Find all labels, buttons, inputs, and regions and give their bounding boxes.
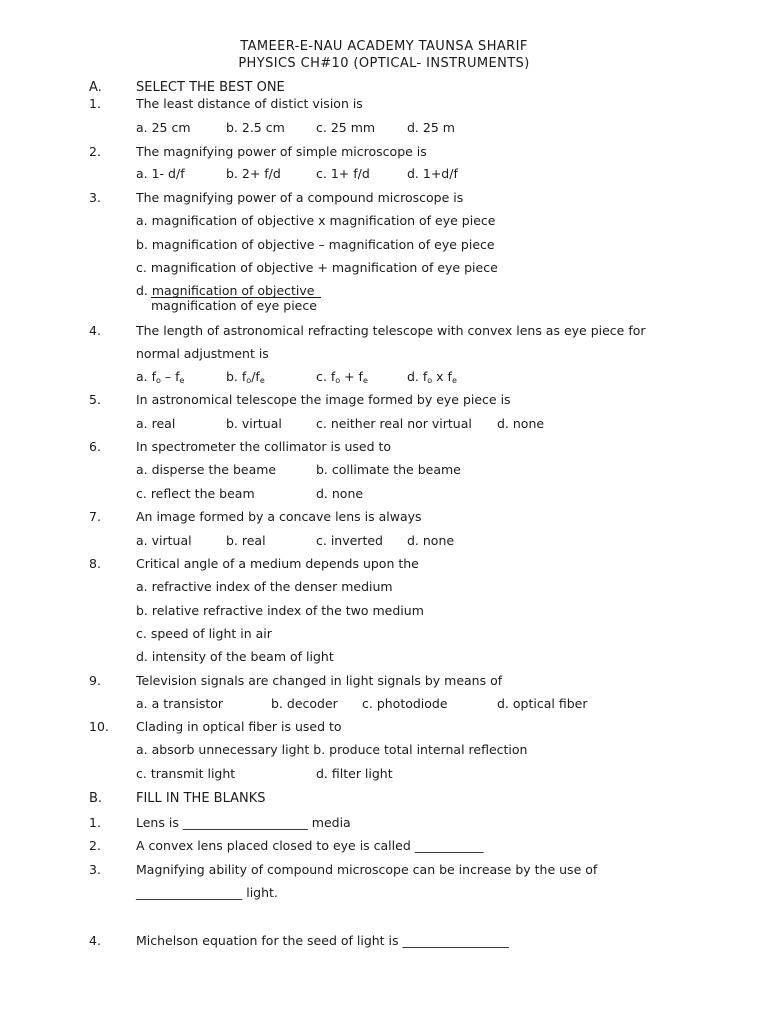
option: d. optical fiber	[497, 696, 588, 711]
option: b. 2+ f/d	[226, 166, 281, 181]
option: a. refractive index of the denser medium	[136, 579, 393, 594]
question-number: 3.	[89, 190, 101, 205]
question-text: An image formed by a concave lens is always	[136, 509, 422, 524]
question-text: Television signals are changed in light signals by means of	[136, 673, 503, 688]
option: b. decoder	[271, 696, 338, 711]
blank-question-text: Magnifying ability of compound microscope can be increase by the use of	[136, 862, 598, 877]
option: a. a transistor	[136, 696, 224, 711]
option: a. virtual	[136, 533, 192, 548]
option: d. intensity of the beam of light	[136, 649, 334, 664]
option: a. 25 cm	[136, 120, 191, 135]
option: d. none	[316, 486, 364, 501]
option: c. 25 mm	[316, 120, 376, 135]
section-b-letter: B.	[89, 791, 103, 806]
question-text: The magnifying power of a compound microscope is	[136, 190, 464, 205]
option: b. real	[226, 533, 266, 548]
option: d. none	[497, 416, 545, 431]
blank-question-number: 4.	[89, 933, 101, 948]
blank-question-text-continued: _________________ light.	[136, 885, 278, 900]
question-number: 10.	[89, 719, 109, 734]
option: a. absorb unnecessary light b. produce total internal reflection	[136, 742, 528, 757]
section-b-title: FILL IN THE BLANKS	[136, 791, 266, 806]
option: a. $f_o - f_e$	[136, 369, 185, 385]
blank-question-number: 3.	[89, 862, 101, 877]
option: a. 1- d/f	[136, 166, 185, 181]
question-text: The least distance of distict vision is	[136, 96, 363, 111]
option: d. $f_o$ x $f_e$	[407, 369, 457, 385]
option: c. reflect the beam	[136, 486, 255, 501]
question-number: 7.	[89, 509, 101, 524]
section-a-letter: A.	[89, 80, 102, 95]
option: c. neither real nor virtual	[316, 416, 472, 431]
question-number: 4.	[89, 323, 101, 338]
fraction-bar	[151, 297, 321, 298]
option-fraction-numerator: d. magnification of objective	[136, 283, 315, 298]
option: c. $f_o + f_e$	[316, 369, 368, 385]
option: b. collimate the beame	[316, 462, 461, 477]
blank-question-number: 1.	[89, 815, 101, 830]
question-number: 9.	[89, 673, 101, 688]
question-text-continued: normal adjustment is	[136, 346, 269, 361]
option: b. relative refractive index of the two medium	[136, 603, 424, 618]
question-number: 6.	[89, 439, 101, 454]
option: a. real	[136, 416, 176, 431]
option: c. inverted	[316, 533, 383, 548]
option: d. filter light	[316, 766, 393, 781]
question-number: 5.	[89, 392, 101, 407]
option: b. 2.5 cm	[226, 120, 285, 135]
option: c. magnification of objective + magnification of eye piece	[136, 260, 498, 275]
blank-question-text: Michelson equation for the seed of light is _________________	[136, 933, 509, 948]
option: c. photodiode	[362, 696, 448, 711]
option: b. magnification of objective – magnification of eye piece	[136, 237, 495, 252]
question-text: In spectrometer the collimator is used to	[136, 439, 392, 454]
paper-subject: PHYSICS CH#10 (OPTICAL- INSTRUMENTS)	[238, 56, 530, 71]
option: d. 25 m	[407, 120, 455, 135]
option: b. $f_o/f_e$	[226, 369, 265, 385]
question-number: 8.	[89, 556, 101, 571]
option: a. disperse the beame	[136, 462, 277, 477]
option: d. 1+d/f	[407, 166, 458, 181]
option: c. transmit light	[136, 766, 236, 781]
question-text: Critical angle of a medium depends upon the	[136, 556, 419, 571]
question-text: The magnifying power of simple microscope is	[136, 144, 427, 159]
option: b. virtual	[226, 416, 282, 431]
option: a. magnification of objective x magnification of eye piece	[136, 213, 496, 228]
option: c. speed of light in air	[136, 626, 272, 641]
question-text: The length of astronomical refracting telescope with convex lens as eye piece for	[136, 323, 646, 338]
blank-question-number: 2.	[89, 838, 101, 853]
option: d. none	[407, 533, 455, 548]
section-a-title: SELECT THE BEST ONE	[136, 80, 285, 95]
option: c. 1+ f/d	[316, 166, 370, 181]
question-text: Clading in optical fiber is used to	[136, 719, 342, 734]
blank-question-text: A convex lens placed closed to eye is called ___________	[136, 838, 484, 853]
question-number: 2.	[89, 144, 101, 159]
school-name: TAMEER-E-NAU ACADEMY TAUNSA SHARIF	[240, 39, 528, 54]
question-text: In astronomical telescope the image formed by eye piece is	[136, 392, 511, 407]
option-fraction-denominator: magnification of eye piece	[151, 298, 317, 313]
question-number: 1.	[89, 96, 101, 111]
blank-question-text: Lens is ____________________ media	[136, 815, 351, 830]
